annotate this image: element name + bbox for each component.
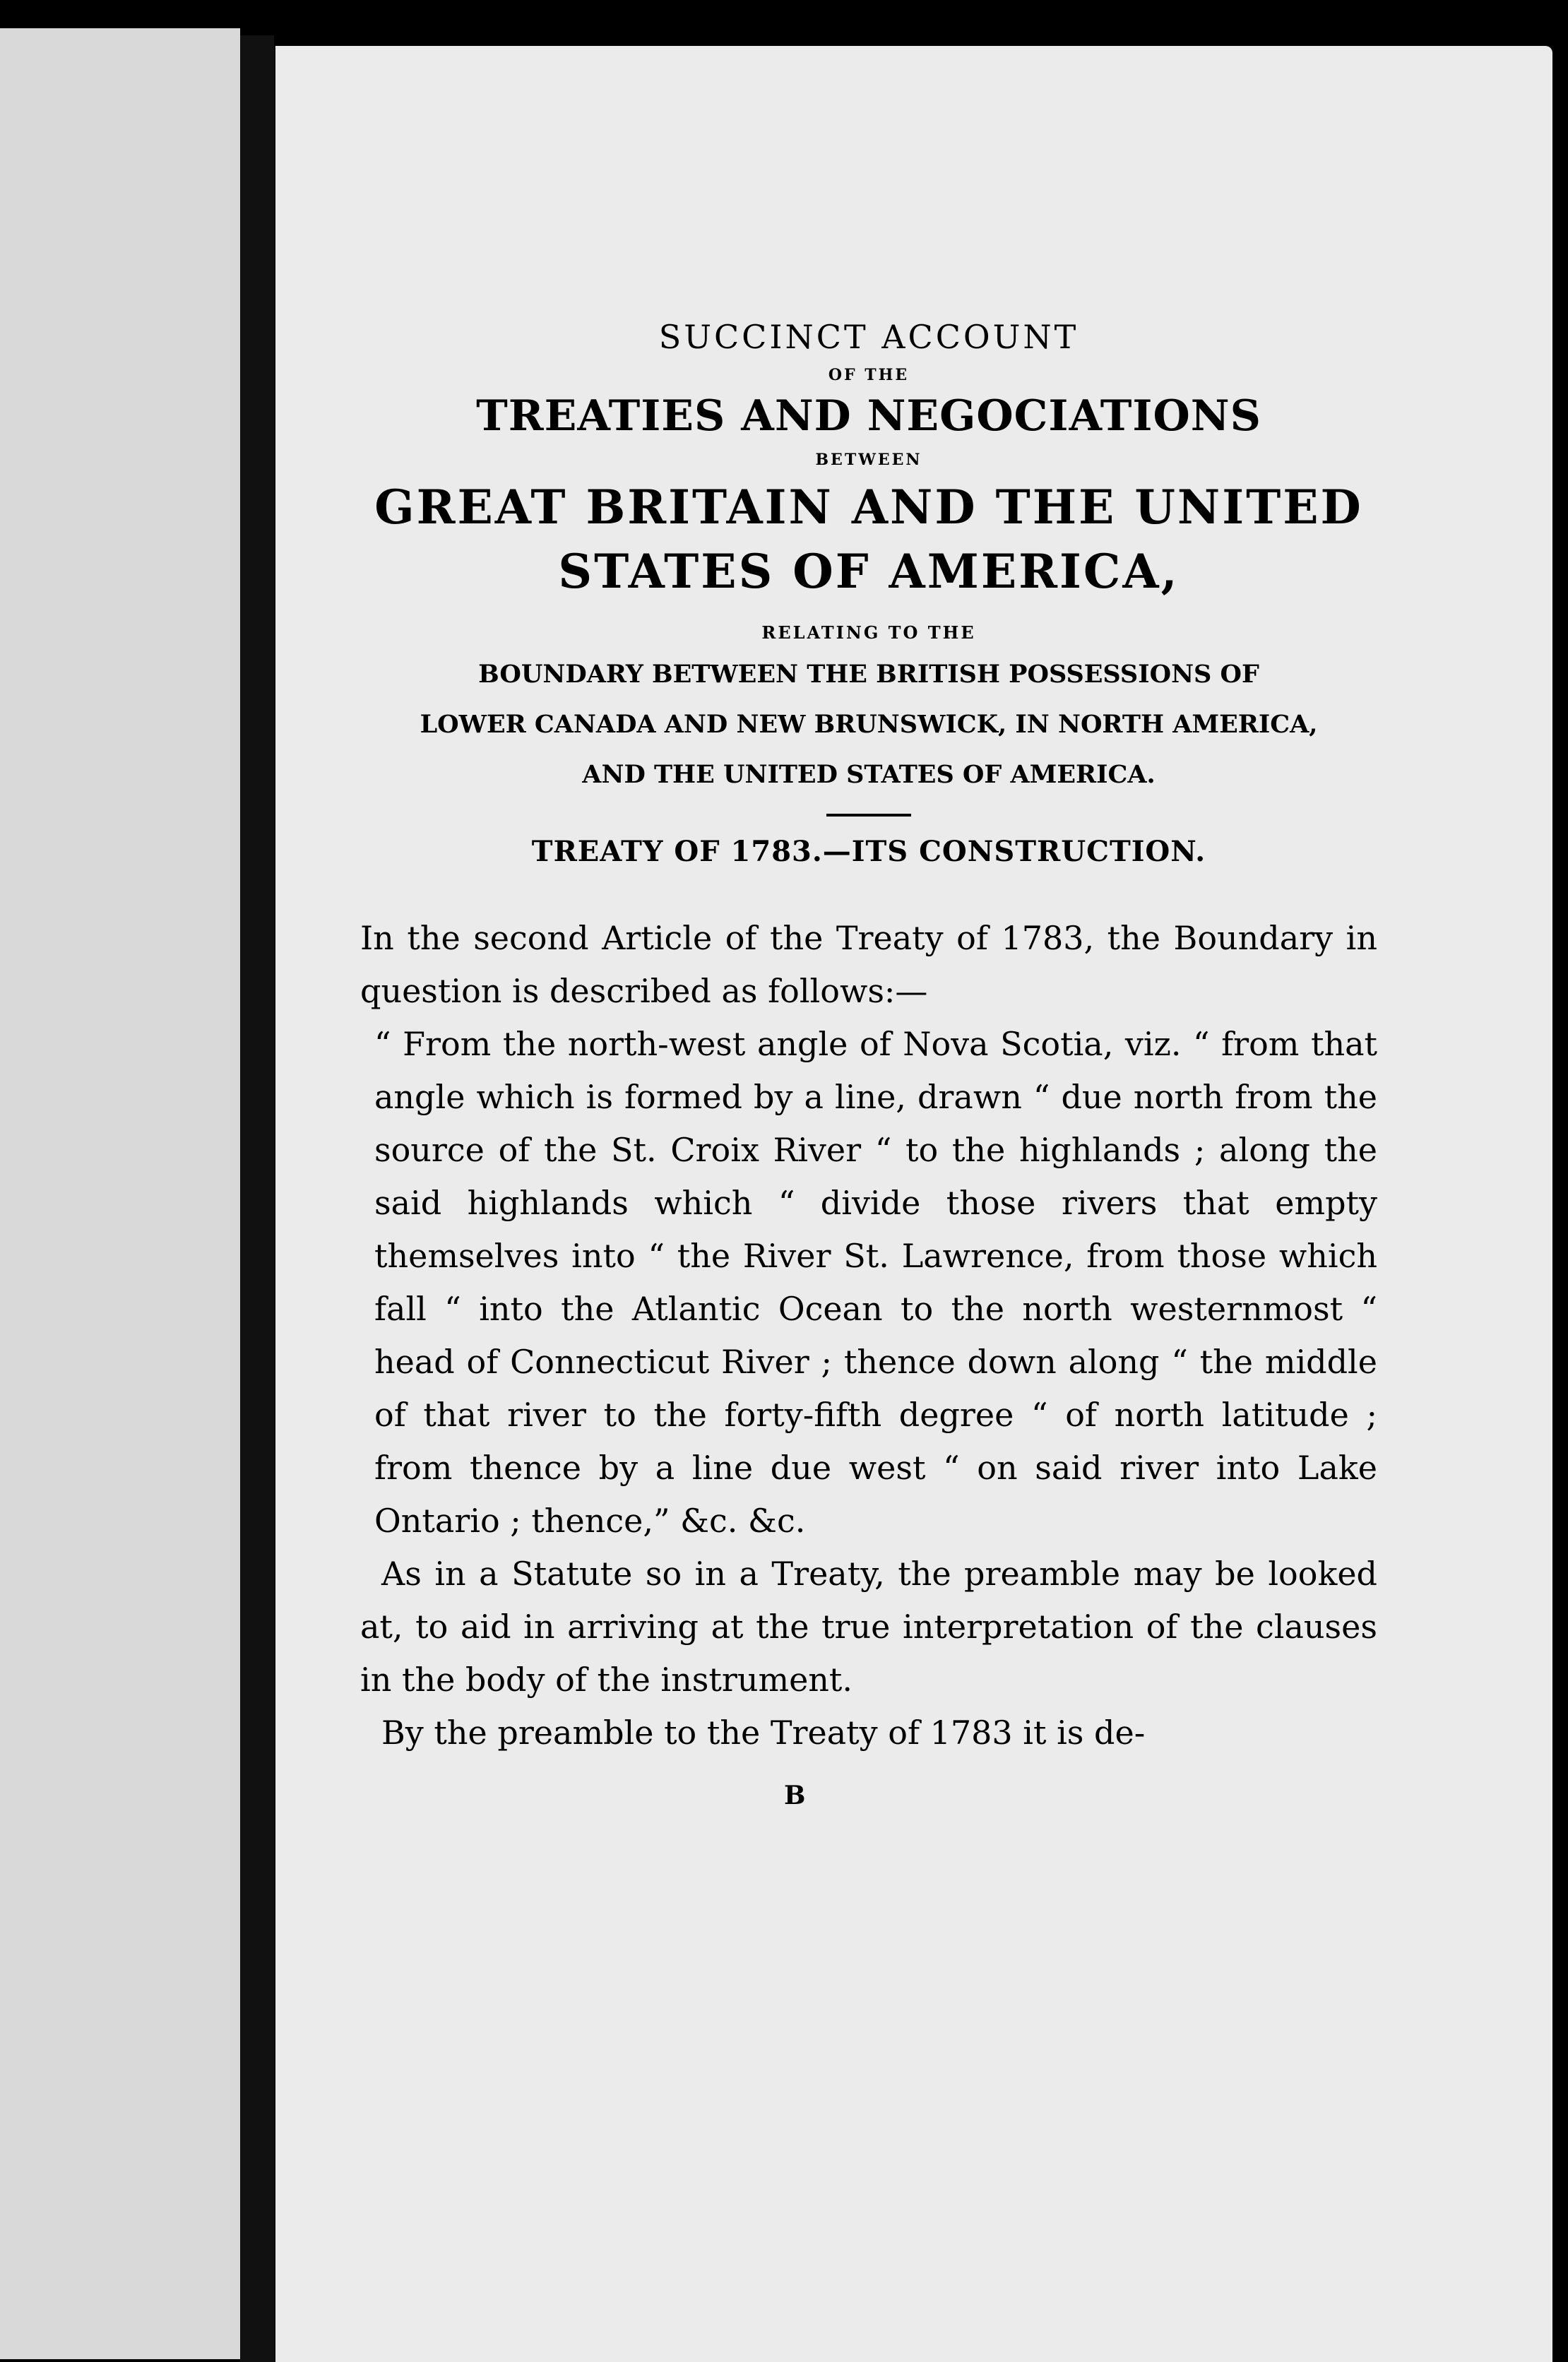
heading-between: BETWEEN <box>815 451 922 469</box>
heading-boundary-line2: LOWER CANADA AND NEW BRUNSWICK, IN NORTH AMERICA, <box>420 709 1318 739</box>
section-title: TREATY OF 1783.—ITS CONSTRUCTION. <box>531 835 1206 869</box>
paragraph-3: By the preamble to the Treaty of 1783 it is de- <box>381 1714 1146 1752</box>
treaty-quote: “ From the north-west angle of Nova Scotia, viz. “ from that angle which is formed by a line, drawn “ due north from the source of the St. Croix River “ to the highlands ; along the said highlands which “ divide those rivers that empty themselves into “ the River St. Lawrence, from those which fall “ into the Atlantic Ocean to the north westernmost “ head of Connecticut River ; thence down along “ the middle of that river to the forty-fifth degree “ of north latitude ; from thence by a line due west “ on said river into Lake Ontario ; thence,” &c. &c. <box>374 1025 1377 1541</box>
paragraph-2: As in a Statute so in a Treaty, the preamble may be looked at, to aid in arriving at the true interpretation of the clauses in the body of the instrument. <box>360 1555 1377 1699</box>
page-content <box>360 318 1377 1810</box>
heading-boundary-line3: AND THE UNITED STATES OF AMERICA. <box>582 759 1156 789</box>
heading-great-britain-line2: STATES OF AMERICA, <box>558 543 1180 599</box>
paragraph-1: In the second Article of the Treaty of 1783, the Boundary in question is described as follows:— <box>360 919 1377 1011</box>
divider-rule <box>826 814 911 817</box>
signature-mark: B <box>784 1781 806 1811</box>
facing-page <box>0 28 240 2359</box>
document-page <box>275 46 1552 2362</box>
heading-boundary-line1: BOUNDARY BETWEEN THE BRITISH POSSESSIONS OF <box>478 660 1259 689</box>
heading-of-the: OF THE <box>828 366 910 384</box>
body-text <box>360 912 1377 1759</box>
heading-great-britain-line1: GREAT BRITAIN AND THE UNITED <box>374 480 1363 535</box>
heading-succinct: SUCCINCT ACCOUNT <box>658 318 1079 356</box>
heading-relating: RELATING TO THE <box>761 622 976 643</box>
heading-treaties: TREATIES AND NEGOCIATIONS <box>476 391 1261 441</box>
book-spine <box>240 35 274 2362</box>
